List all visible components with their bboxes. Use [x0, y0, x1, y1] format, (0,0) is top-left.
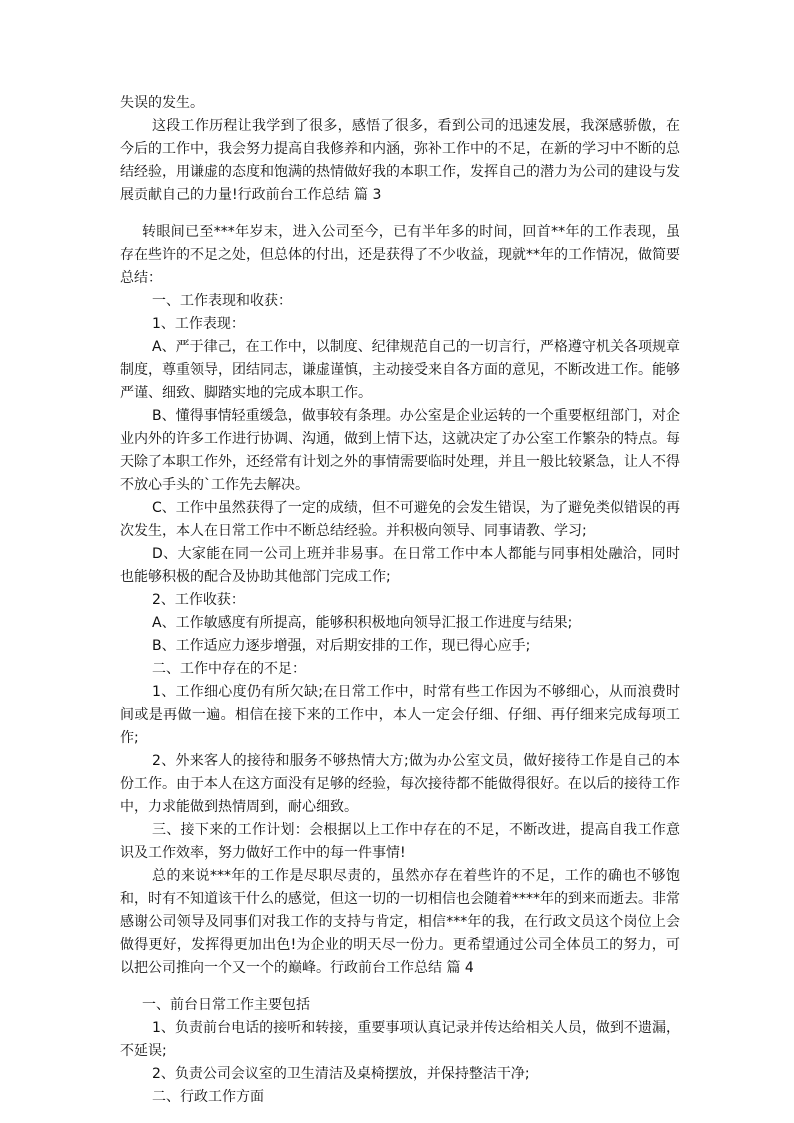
paragraph: 1、工作细心度仍有所欠缺;在日常工作中，时常有些工作因为不够细心，从而浪费时间或是再做一遍。相信在接下来的工作中，本人一定会仔细、仔细、再仔细来完成每项工作; [120, 684, 680, 746]
paragraph: A、工作敏感度有所提高，能够积积极地向领导汇报工作进度与结果; [152, 615, 573, 631]
subsection-heading: 2、工作收获： [152, 592, 245, 608]
paragraph: 三、接下来的工作计划：会根据以上工作中存在的不足，不断改进，提高自我工作意识及工作效率，努力做好工作中的每一件事情! [120, 822, 680, 861]
document-body [120, 92, 680, 1109]
paragraph: 这段工作历程让我学到了很多，感悟了很多，看到公司的迅速发展，我深感骄傲，在今后的工作中，我会努力提高自我修养和内涵，弥补工作中的不足，在新的学习中不断的总结经验，用谦虚的态度和饱满的热情做好我的本职工作，发挥自己的潜力为公司的建设与发展贡献自己的力量!行政前台工作总结 篇 3 [120, 118, 680, 203]
paragraph: C、工作中虽然获得了一定的成绩，但不可避免的会发生错误，为了避免类似错误的再次发生，本人在日常工作中不断总结经验。并积极向领导、同事请教、学习; [120, 500, 680, 539]
paragraph: 2、外来客人的接待和服务不够热情大方;做为办公室文员，做好接待工作是自己的本份工作。由于本人在这方面没有足够的经验，每次接待都不能做得很好。在以后的接待工作中，力求能做到热情周到，耐心细致。 [120, 753, 680, 815]
paragraph: 失误的发生。 [120, 95, 204, 111]
section-heading: 二、工作中存在的不足： [152, 661, 306, 677]
paragraph: A、严于律己，在工作中，以制度、纪律规范自己的一切言行，严格遵守机关各项规章制度，尊重领导，团结同志，谦虚谨慎，主动接受来自各方面的意见，不断改进工作。能够严谨、细致、脚踏实地的完成本职工作。 [120, 339, 680, 401]
paragraph-gap [120, 980, 680, 994]
subsection-heading: 1、工作表现： [152, 316, 245, 332]
paragraph: B、懂得事情轻重缓急，做事较有条理。办公室是企业运转的一个重要枢纽部门，对企业内外的许多工作进行协调、沟通，做到上情下达，这就决定了办公室工作繁杂的特点。每天除了本职工作外，还经常有计划之外的事情需要临时处理，并且一般比较紧急，让人不得不放心手头的`工作先去解决。 [120, 408, 680, 493]
paragraph: D、大家能在同一公司上班并非易事。在日常工作中本人都能与同事相处融洽，同时也能够积极的配合及协助其他部门完成工作; [120, 546, 680, 585]
paragraph: 总的来说***年的工作是尽职尽责的，虽然亦存在着些许的不足，工作的确也不够饱和，时有不知道该干什么的感觉，但这一切的一切相信也会随着****年的到来而逝去。非常感谢公司领导及同事们对我工作的支持与肯定，相信***年的我，在行政文员这个岗位上会做得更好，发挥得更加出色!为企业的明天尽一份力。更希望通过公司全体员工的努力，可以把公司推向一个又一个的巅峰。行政前台工作总结 篇 4 [120, 868, 680, 976]
paragraph-gap [120, 207, 680, 221]
paragraph: 2、负责公司会议室的卫生清洁及桌椅摆放，并保持整洁干净; [152, 1066, 530, 1082]
section-heading: 一、前台日常工作主要包括 [142, 997, 310, 1013]
paragraph: B、工作适应力逐步增强，对后期安排的工作，现已得心应手; [152, 638, 531, 654]
section-heading: 一、工作表现和收获： [152, 293, 292, 309]
section-heading: 二、行政工作方面 [152, 1089, 264, 1105]
paragraph: 1、负责前台电话的接听和转接，重要事项认真记录并传达给相关人员，做到不遗漏，不延误; [120, 1020, 680, 1059]
paragraph: 转眼间已至***年岁末，进入公司至今，已有半年多的时间，回首**年的工作表现，虽存在些许的不足之处，但总体的付出，还是获得了不少收益，现就**年的工作情况，做简要总结： [120, 224, 680, 286]
